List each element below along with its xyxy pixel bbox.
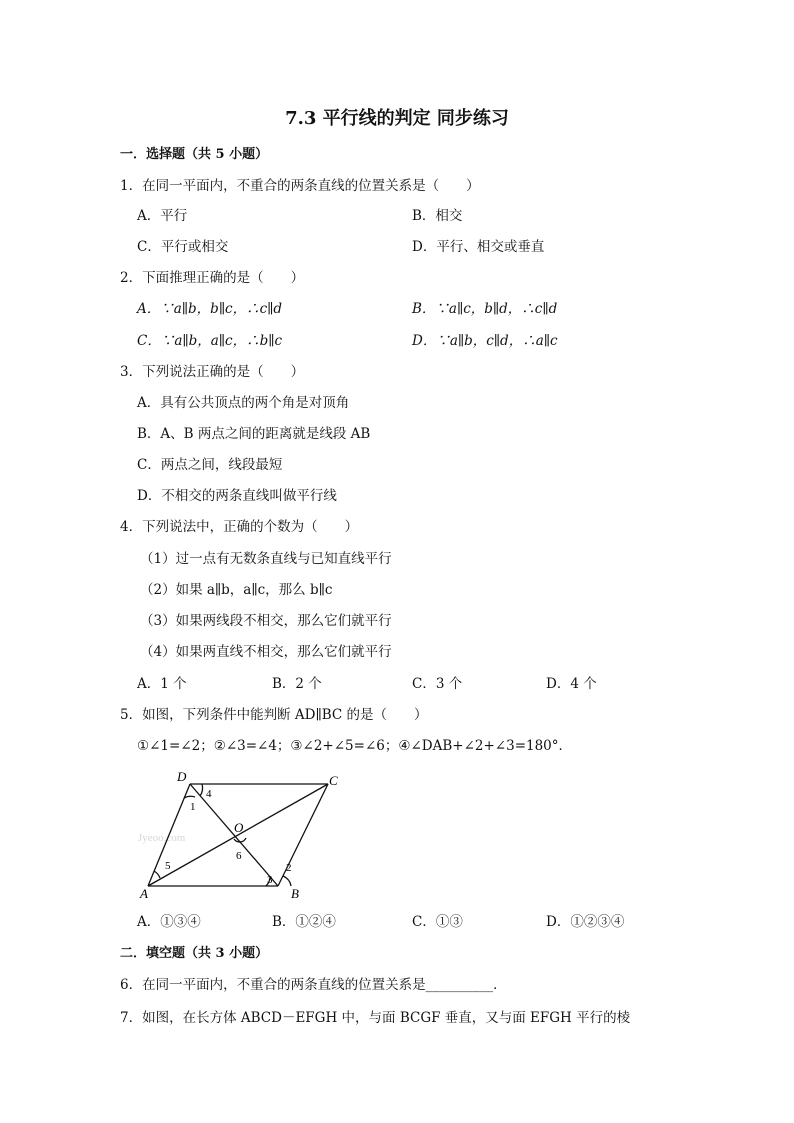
page-title: 7.3 平行线的判定 同步练习 — [285, 108, 509, 129]
angle-arc-5 — [154, 871, 160, 878]
q2-option-b[interactable]: B．∵a∥c，b∥d，∴c∥d — [412, 301, 558, 317]
q5-option-a[interactable]: A．①③④ — [137, 914, 201, 930]
q3-option-a[interactable]: A．具有公共顶点的两个角是对顶角 — [137, 395, 350, 411]
question-2-stem: 2．下面推理正确的是（ ） — [120, 270, 305, 286]
q3-option-d[interactable]: D．不相交的两条直线叫做平行线 — [137, 488, 337, 504]
q2-option-a[interactable]: A．∵a∥b，b∥c，∴c∥d — [137, 301, 283, 317]
q4-option-c[interactable]: C．3 个 — [412, 676, 463, 692]
q4-statement-4: （4）如果两直线不相交，那么它们就平行 — [140, 644, 392, 660]
angle-label-2: 2 — [286, 862, 292, 874]
angle-label-4: 4 — [206, 788, 212, 800]
angle-arc-2 — [283, 876, 291, 886]
q2-option-d[interactable]: D．∵a∥b，c∥d，∴a∥c — [412, 333, 558, 349]
q5-option-b[interactable]: B．①②④ — [272, 914, 336, 930]
vertex-label-b: B — [291, 886, 299, 901]
parallelogram-figure — [130, 766, 360, 902]
q5-conditions: ①∠1=∠2；②∠3=∠4；③∠2+∠5=∠6；④∠DAB+∠2+∠3=180°． — [137, 738, 573, 754]
vertex-label-a: A — [140, 886, 148, 901]
angle-arc-6 — [234, 838, 246, 842]
angle-arc-4 — [200, 784, 203, 796]
q4-option-b[interactable]: B．2 个 — [272, 676, 322, 692]
q4-statement-3: （3）如果两线段不相交，那么它们就平行 — [140, 613, 392, 629]
angle-arc-1 — [184, 796, 195, 798]
q1-option-d[interactable]: D．平行、相交或垂直 — [412, 239, 545, 255]
q3-option-c[interactable]: C．两点之间，线段最短 — [137, 457, 283, 473]
question-7-stem: 7．如图，在长方体 ABCD－EFGH 中，与面 BCGF 垂直，又与面 EFGH 平行的棱 — [120, 1010, 631, 1026]
section-heading-fill: 二．填空题（共 3 小题） — [120, 946, 269, 961]
question-5-stem: 5．如图，下列条件中能判断 AD∥BC 的是（ ） — [120, 707, 428, 723]
q1-option-c[interactable]: C．平行或相交 — [137, 239, 229, 255]
question-6-stem: 6．在同一平面内，不重合的两条直线的位置关系是__________． — [120, 977, 507, 993]
vertex-label-c: C — [329, 773, 338, 788]
watermark: Jyeoo.com — [138, 832, 186, 844]
question-1-stem: 1．在同一平面内，不重合的两条直线的位置关系是（ ） — [120, 178, 480, 194]
q5-option-d[interactable]: D．①②③④ — [546, 914, 625, 930]
q3-option-b[interactable]: B．A、B 两点之间的距离就是线段 AB — [137, 426, 371, 442]
q4-option-a[interactable]: A．1 个 — [137, 676, 187, 692]
angle-label-3: 3 — [267, 874, 273, 886]
q4-option-d[interactable]: D．4 个 — [546, 676, 597, 692]
q5-option-c[interactable]: C．①③ — [412, 914, 463, 930]
q4-statement-2: （2）如果 a∥b，a∥c，那么 b∥c — [140, 582, 333, 598]
diagonal-bd — [190, 784, 278, 886]
q4-statement-1: （1）过一点有无数条直线与已知直线平行 — [140, 551, 392, 567]
q1-option-b[interactable]: B．相交 — [412, 208, 463, 224]
q1-option-a[interactable]: A．平行 — [137, 208, 188, 224]
q2-option-c[interactable]: C．∵a∥b，a∥c，∴b∥c — [137, 333, 283, 349]
question-3-stem: 3．下列说法正确的是（ ） — [120, 364, 305, 380]
angle-label-6: 6 — [236, 850, 242, 862]
angle-label-1: 1 — [190, 801, 196, 813]
question-4-stem: 4．下列说法中，正确的个数为（ ） — [120, 519, 359, 535]
vertex-label-d: D — [177, 769, 187, 784]
center-label-o: O — [234, 820, 244, 835]
section-heading-choice: 一．选择题（共 5 小题） — [120, 147, 269, 162]
angle-label-5: 5 — [165, 860, 171, 872]
